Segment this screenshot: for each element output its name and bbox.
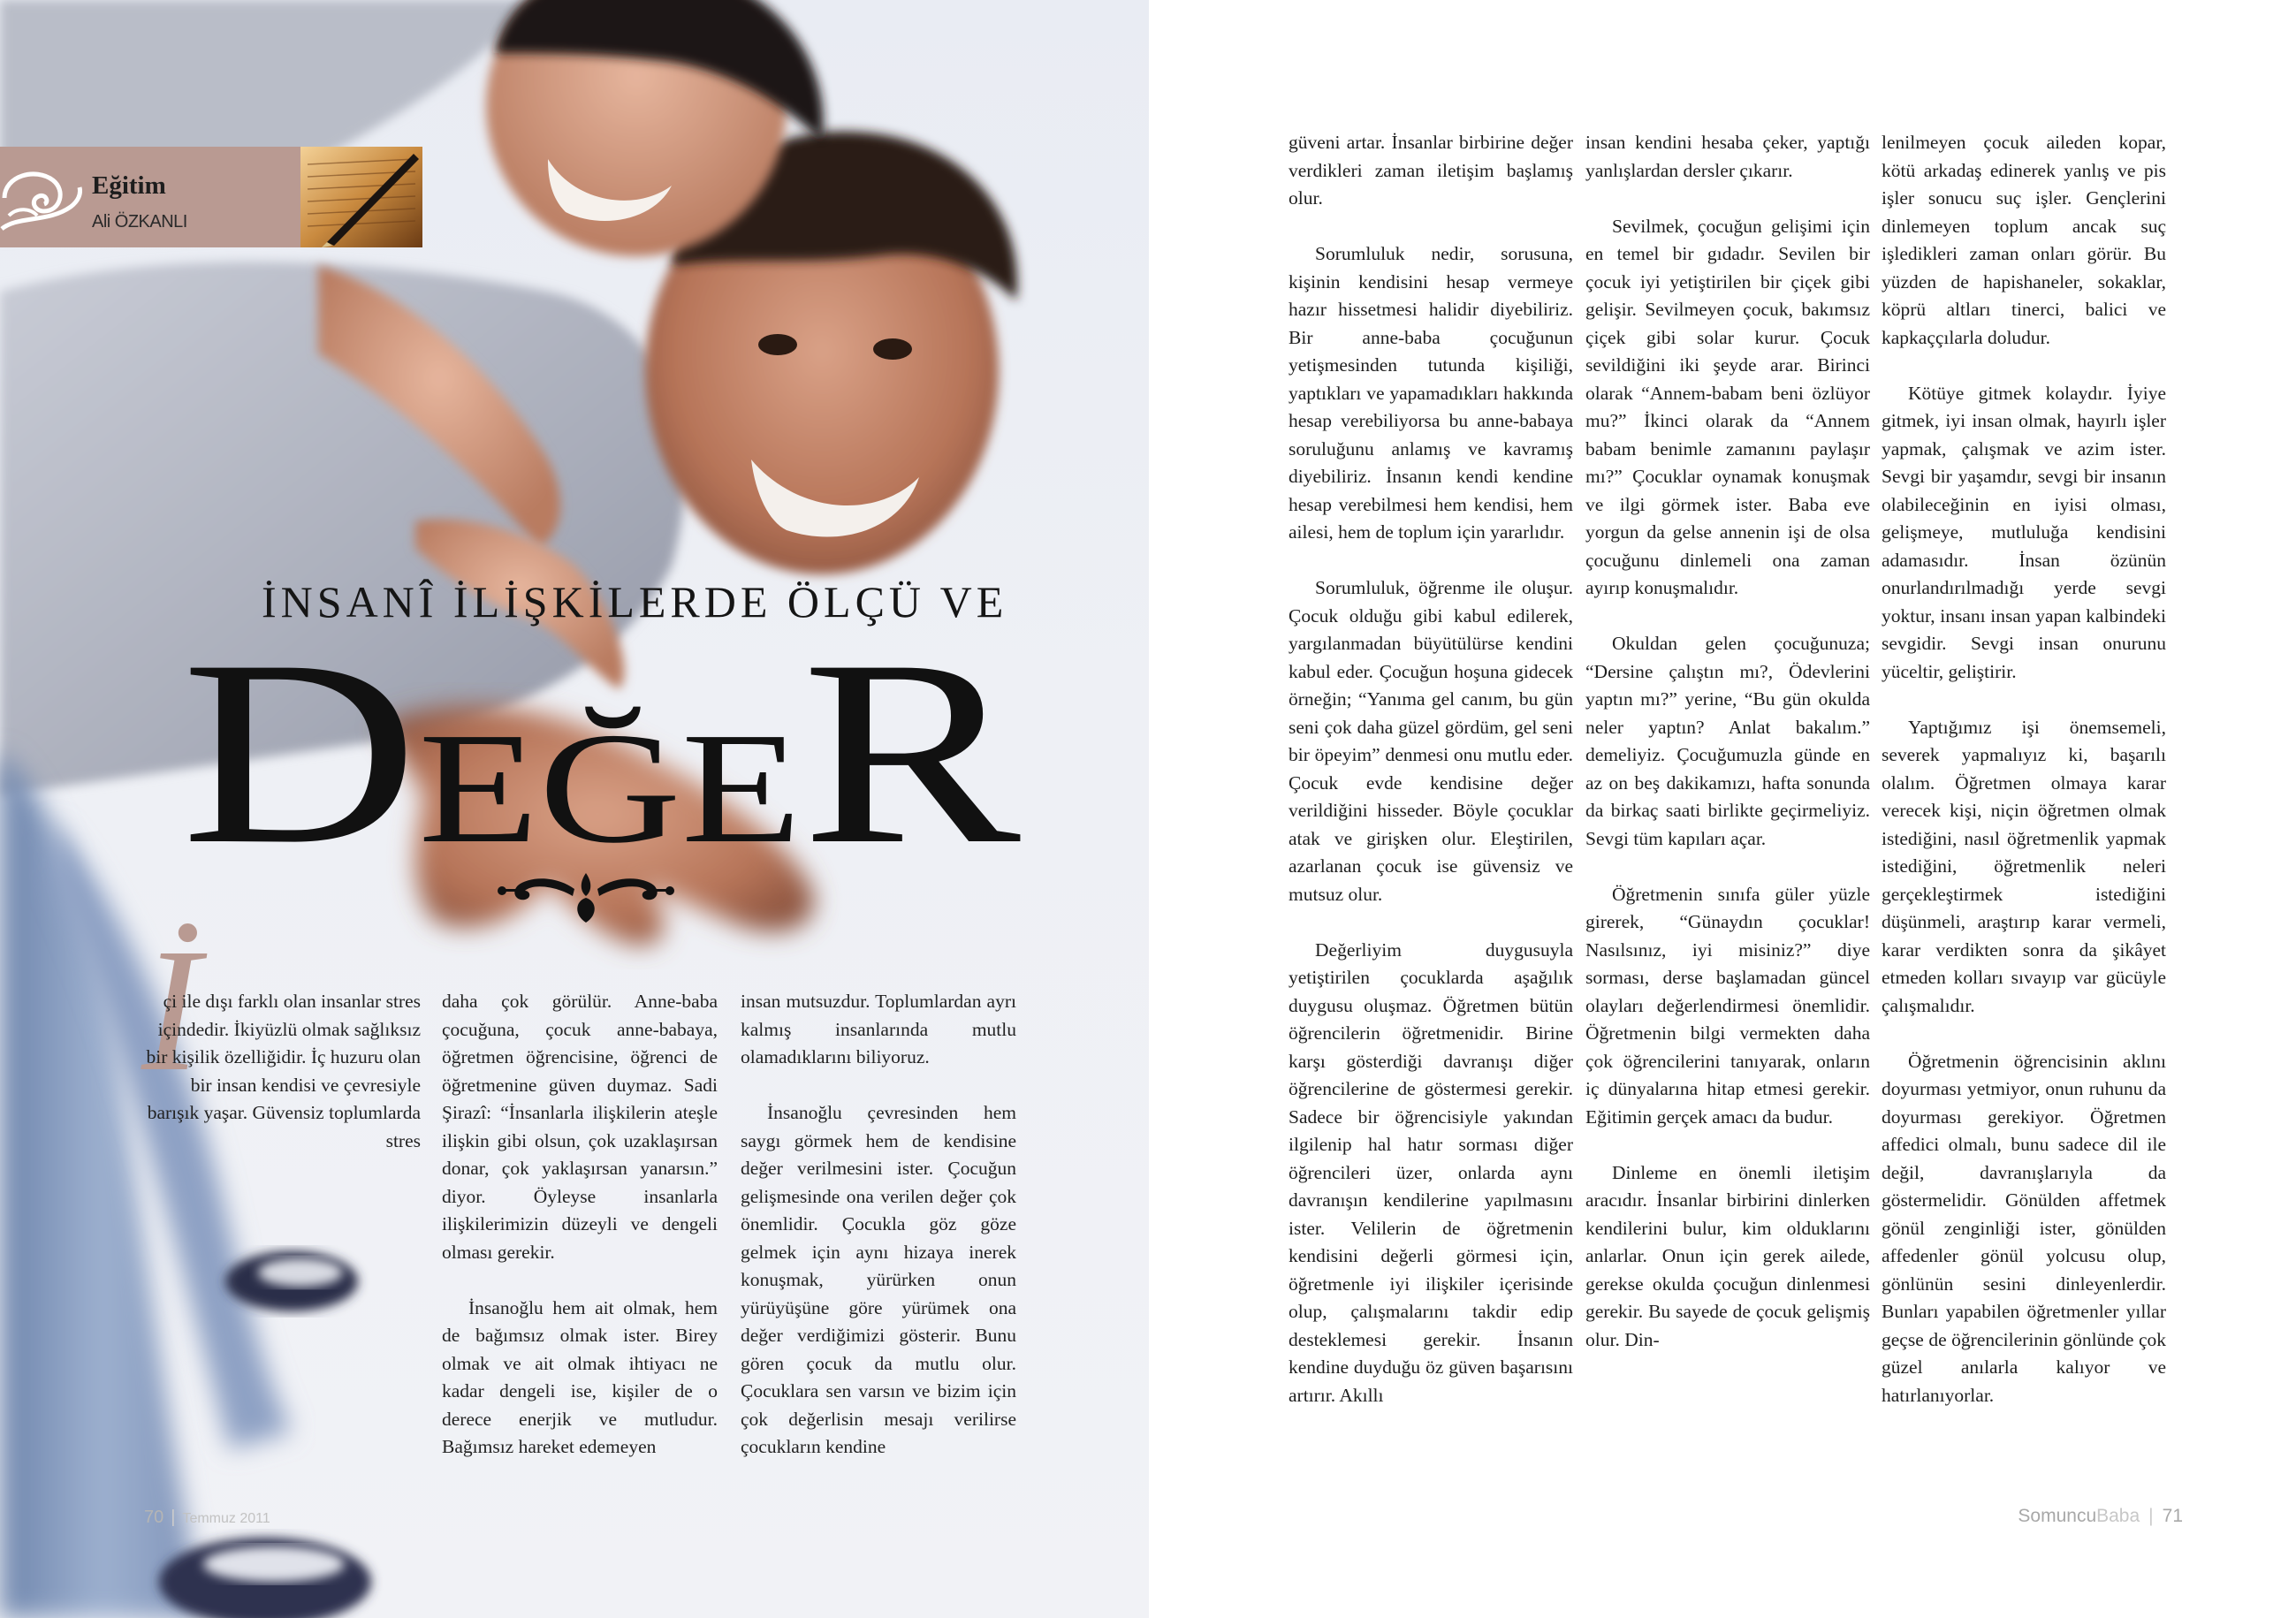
author-name: Ali ÖZKANLI xyxy=(92,212,187,232)
paragraph: lenilmeyen çocuk aileden kopar, kötü arkadaş edinerek yanlış ve pis işler sonucu suç işler. Gençlerini dinlemeyen toplum ancak suç işledikleri zaman onları görür. Bu yüzden de hapishaneler, sokaklar, köprü altları tinerci, balici ve kapkaççılarla doludur. xyxy=(1882,132,2166,348)
paragraph: çi ile dışı farklı olan insanlar stres içindedir. İkiyüzlü olmak sağlıksız bir kişilik özelliğidir. İç huzuru olan bir insan kendisi ve çevresiyle barışık yaşar. Güvensiz toplumlarda stres xyxy=(146,991,421,1151)
paragraph: Öğretmenin öğrencisinin aklını doyurması yetmiyor, onun ruhunu da doyurması gerekiyor. Öğretmen affedici olmalı, bunu sadece dil ile değil, davranışlarıyla da göstermelidir. Gönülden affetmek gönül zenginliği ister, gönülden affedenler gönül yolcusu olup, gönlünün sesini dinleyenlerdir. Bunları yapabilen öğretmenler yıllar geçse de öğrencilerinin gönlünde çok güzel anılarla kalıyor ve hatırlanıyorlar. xyxy=(1882,1050,2166,1406)
right-column-3 xyxy=(1882,129,2166,1438)
brand-name: Somuncu xyxy=(2018,1506,2097,1526)
right-column-2 xyxy=(1585,129,1870,1382)
right-column-1 xyxy=(1289,129,1573,1438)
right-folio: SomuncuBaba | 71 xyxy=(2018,1506,2183,1526)
paragraph: güveni artar. İnsanlar birbirine değer verdikleri zaman iletişim başlamış olur. xyxy=(1289,132,1573,209)
section-label: Eğitim xyxy=(92,171,166,200)
left-column-1 xyxy=(144,988,421,1183)
page-number: 71 xyxy=(2162,1506,2183,1526)
right-page xyxy=(1149,0,2296,1618)
dropcap-glyph: İ xyxy=(141,913,201,1078)
paragraph: İnsanoğlu çevresinden hem saygı görmek hem de kendisine değer verilmesini ister. Çocuğun gelişmesinde ona verilen değer çok önemlidir. Çocukla göz göze gelmek için aynı hizaya inerek konuşmak, yürürken onun yürüyüşüne göre yürümek ona değer verdiğimizi gösterir. Bunu gören çocuk da mutlu olur. Çocuklara sen varsın ve bizim için çok değerlisin mesajı verilirse çocukların kendine xyxy=(741,1102,1016,1457)
section-tag xyxy=(0,147,422,247)
svg-text:DEĞER: DEĞE R xyxy=(181,610,979,875)
paragraph: Sevilmek, çocuğun gelişimi için en temel bir gıdadır. Sevilen bir çocuk iyi yetiştirilen bir çiçek gibi gelişir. Sevilmeyen çocuk, bakımsız çiçek gibi solar kurur. Çocuk sevildiğini iki şeyde arar. Birinci olarak “Annem-babam beni özlüyor mu?” İkinci olarak da “Annem babam benimle zamanını paylaşır mı?” Çocuklar oynamak konuşmak ve ilgi görmek ister. Baba eve yorgun da gelse annenin işi de olsa çocuğunu dinlemeli ona zaman ayırıp konuşmalıdır. xyxy=(1585,215,1870,598)
paragraph: insan kendini hesaba çeker, yaptığı yanlışlardan dersler çıkarır. xyxy=(1585,132,1870,181)
pen-on-paper-photo xyxy=(300,147,422,247)
headline-main-word xyxy=(181,610,1030,875)
paragraph: Dinleme en önemli iletişim aracıdır. İnsanlar birbirini dinlerken kendilerini bulur, kim olduklarını anlarlar. Onun için gerek ailede, gerekse okulda çocuğun dinlenmesi gerekir. Bu sayede de çocuk gelişmiş olur. Din- xyxy=(1585,1161,1870,1350)
paragraph: Sorumluluk nedir, sorusuna, kişinin kendisini hesap vermeye hazır hissetmesi halidir diyebiliriz. Bir anne-baba çocuğunun yetişmesinden tutunda kişiliği, yaptıkları ve yapamadıkları hakkında hesap verebiliyorsa bu anne-babaya soruluğunu anlamış ve kavramış diyebiliriz. İnsanın kendi kendine hesap verebilmesi hem kendisi, hem ailesi, hem de toplum için yararlıdır. xyxy=(1289,243,1573,543)
headline-top-line: İNSANÎ İLİŞKİLERDE ÖLÇÜ VE xyxy=(262,577,1008,627)
paragraph: daha çok görülür. Anne-baba çocuğuna, çocuk anne-babaya, öğretmen öğrencisine, öğrenci de öğretmenine güven duymaz. Sadi Şirazî: “İnsanlarla ilişkilerin ateşle ilişkin gibi olsun, çok uzaklaşırsan donar, çok yaklaşırsan yanarsın.” diyor. Öyleyse insanlarla ilişkilerimizin düzeyli ve dengeli olması gerekir. xyxy=(442,991,718,1263)
paragraph: Sorumluluk, öğrenme ile oluşur. Çocuk olduğu gibi kabul edilerek, yargılanmadan büyütülürse kendini kabul eder. Çocuğun hoşuna gidecek örneğin; “Yanıma gel canım, bu gün seni çok daha güzel gördüm, gel seni bir öpeyim” denmesi onu mutlu eder. Çocuk evde kendisine değer verildiğini hisseder. Böyle çocuklar atak ve girişken olur. Eleştirilen, azarlanan çocuk ise güvensiz ve mutsuz olur. xyxy=(1289,577,1573,905)
paragraph: insan mutsuzdur. Toplumlardan ayrı kalmış insanlarında mutlu olamadıklarını biliyoruz. xyxy=(741,991,1016,1067)
paragraph: İnsanoğlu hem ait olmak, hem de bağımsız olmak ister. Birey olmak ve ait olmak ihtiyacı ne kadar dengeli ise, kişiler de o derece enerjik ve mutludur. Bağımsız hareket edemeyen xyxy=(442,1296,718,1457)
paragraph: Değerliyim duygusuyla yetiştirilen çocuklarda aşağılık duygusu oluşmaz. Öğretmen bütün öğrencilerin öğretmenidir. Birine karşı gösterdiği davranışı diğer öğrencilerine de göstermesi gerekir. Sadece bir öğrencisiyle yakından ilgilenip hal hatır sorması diğer öğrencileri üzer, onlarda aynı davranışın kendilerine yapılmasını ister. Velilerin de öğretmenin kendisini değerli görmesi için, öğretmenle iyi ilişkiler içerisinde olup, çalışmalarını takdir edip desteklemesi gerekir. İnsanın kendine duyduğu öz güven başarısını artırır. Akıllı xyxy=(1289,938,1573,1406)
left-column-2 xyxy=(442,988,718,1489)
left-folio: 70 | Temmuz 2011 xyxy=(144,1508,270,1527)
paragraph: Öğretmenin sınıfa güler yüzle girerek, “Günaydın çocuklar! Nasılsınız, iyi misiniz?” diye sorması, derse başlamadan güncel olayları değerlendirmesi önemlidir. Öğretmenin bilgi vermekten daha çok öğrencilerini tanıyarak, onların iç dünyalarına hitap etmesi gerekir. Eğitimin gerçek amacı da budur. xyxy=(1585,883,1870,1128)
swirl-flourish-icon xyxy=(0,163,84,233)
left-column-3 xyxy=(741,988,1016,1489)
paragraph: Kötüye gitmek kolaydır. İyiye gitmek, iyi insan olmak, hayırlı işler yapmak, çalışmak ve azim ister. Sevgi bir yaşamdır, sevgi bir insanın olabileceğinin en iyisi olması, gelişmeye, mutluluğa kendisini adamasıdır. İnsan özünün onurlandırılmadığı yerde sevgi yoktur, insanı insan yapan kalbindeki sevgidir. Sevgi insan onurunu yüceltir, geliştirir. xyxy=(1882,382,2166,682)
issue-date: Temmuz 2011 xyxy=(182,1511,270,1526)
paragraph: Okuldan gelen çocuğunuza; “Dersine çalıştın mı?, Ödevlerini yaptın mı?” yerine, “Bu gün okulda neler yaptın? Anlat bakalım.” demeliyiz. Çocuğumuzla günde en az on beş dakikamızı, hafta sonunda da birkaç saati birlikte geçirmeliyiz. Sevgi tüm kapıları açar. xyxy=(1585,633,1870,849)
brand-name-suffix: Baba xyxy=(2096,1506,2140,1526)
page-number: 70 xyxy=(144,1508,164,1527)
ornament-divider-icon xyxy=(493,866,679,928)
paragraph: Yaptığımız işi önemsemeli, severek yapmalıyız ki, başarılı olalım. Öğretmen olmaya karar verecek kişi, niçin öğretmen olmak istediğini, nasıl öğretmenlik yapmak istediğini, öğretmenlik neleri gerçekleştirmek istediğini düşünmeli, araştırıp karar vermeli, karar verdikten sonra da şikâyet etmeden kolları sıvayıp var gücüyle çalışmalıdır. xyxy=(1882,716,2166,1016)
